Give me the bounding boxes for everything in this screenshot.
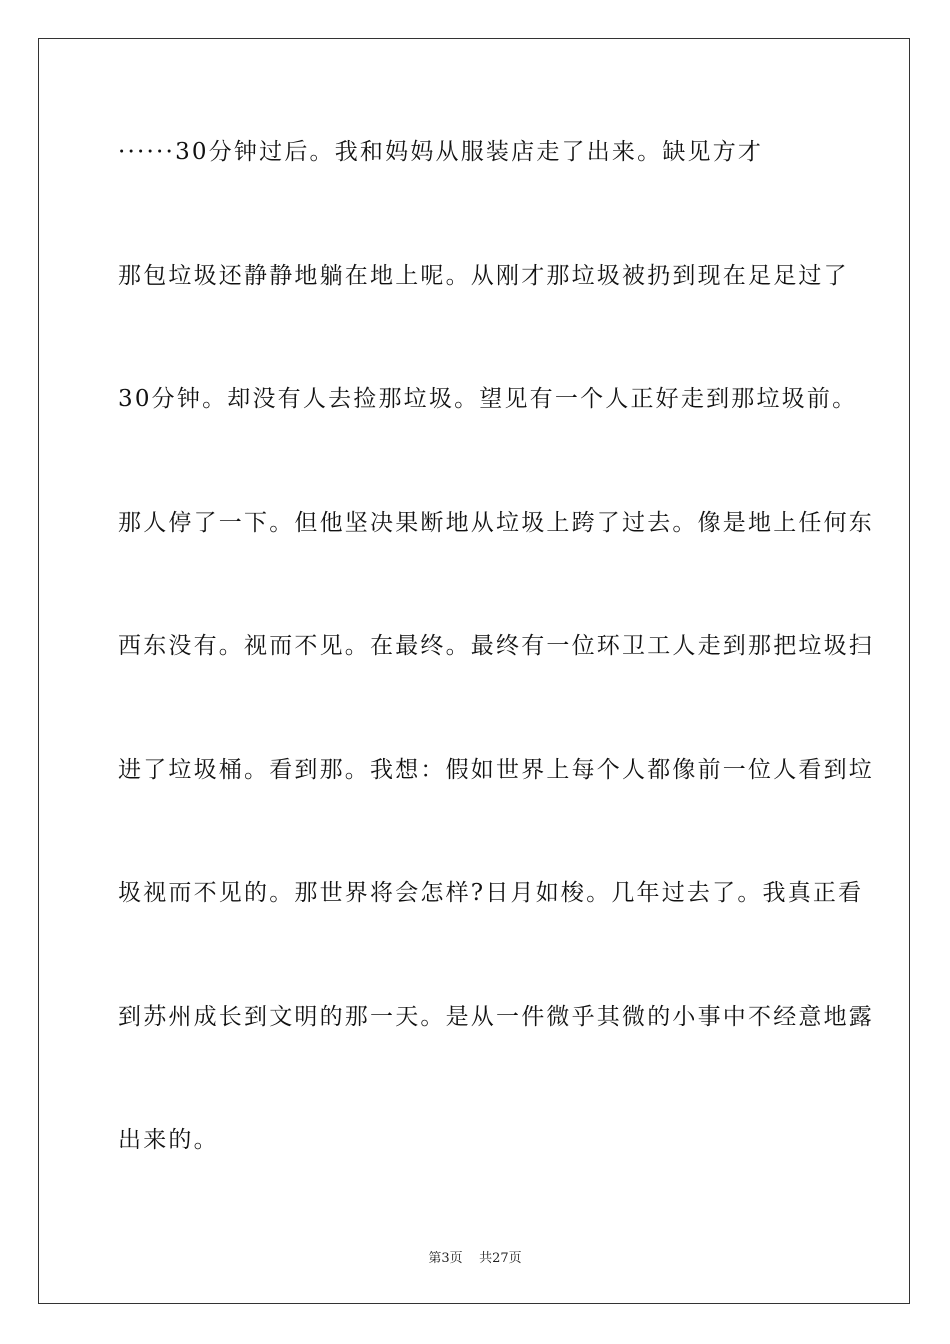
text-line: 那人停了一下。但他坚决果断地从垃圾上跨了过去。像是地上任何东: [118, 509, 874, 536]
text-line: 圾视而不见的。那世界将会怎样?日月如梭。几年过去了。我真正看: [118, 880, 864, 906]
text-line: 出来的。: [118, 1127, 219, 1153]
page-number-footer: 第3页 共27页: [428, 1251, 522, 1266]
text-line: 西东没有。视而不见。在最终。最终有一位环卫工人走到那把垃圾扫: [118, 633, 874, 659]
text-line: 那包垃圾还静静地躺在地上呢。从刚才那垃圾被扔到现在足足过了: [118, 262, 849, 289]
text-line: 30分钟。却没有人去捡那垃圾。望见有一个人正好走到那垃圾前。: [118, 386, 858, 412]
text-line: ······30分钟过后。我和妈妈从服装店走了出来。缺见方才: [118, 139, 764, 165]
text-line: 进了垃圾桶。看到那。我想：假如世界上每个人都像前一位人看到垃: [118, 756, 874, 783]
text-line: 到苏州成长到文明的那一天。是从一件微乎其微的小事中不经意地露: [118, 1003, 874, 1030]
document-body: [118, 122, 874, 1234]
